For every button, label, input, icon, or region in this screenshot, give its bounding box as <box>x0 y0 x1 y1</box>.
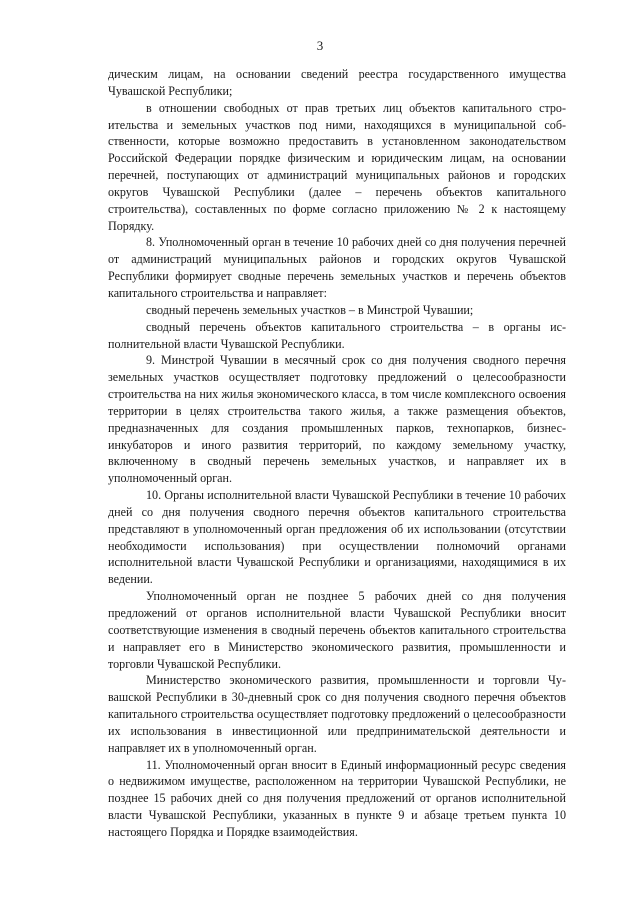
paragraph: в отношении свободных от прав третьих лиц объектов капитального строительства и земельных участков под ними, находящихся в муниципальной собственности, которые возможно предоставить в установленном законодательством Российской Федерации порядке физическим и юридическим лицам, на основании перечней, поступающих от администраций муниципальных районов и городских округов Чувашской Республики (далее – перечень объектов капитального строительства), составленных по форме согласно приложению № 2 к настоящему Порядку. <box>108 100 566 233</box>
paragraph: Уполномоченный орган не позднее 5 рабочих дней со дня получения предложений от органов исполнительной власти Чувашской Республики вносит соответствующие изменения в сводный перечень объектов капитального строительства и направляет его в Министерство экономического развития, промышленности и торговли Чувашской Республики. <box>108 589 566 671</box>
paragraph: Министерство экономического развития, промышленности и торговли Чувашской Республики в 30-дневный срок со дня получения сводного перечня объектов капитального строительства осуществляет подготовку предложений о целесообразности их использования в инвестиционной или предпринимательской деятельности и направляет их в уполномоченный орган. <box>108 673 566 755</box>
document-body <box>108 66 566 841</box>
paragraph: 9. Минстрой Чувашии в месячный срок со дня получения сводного перечня земельных участков осуществляет подготовку предложений о целесообразности строительства на них жилья экономического класса, в том числе комплексного освоения территории в целях строительства такого жилья, а также размещения объектов, предназначенных для создания промышленных парков, технопарков, бизнес-инкубаторов и иного развития территорий, по каждому земельному участку, включенному в сводный перечень земельных участков, и направляет их в уполномоченный орган. <box>108 353 566 486</box>
page-number: 3 <box>316 38 324 53</box>
paragraph: дическим лицам, на основании сведений реестра государственного имущества Чувашской Республики; <box>108 67 566 98</box>
paragraph: 8. Уполномоченный орган в течение 10 рабочих дней со дня получения перечней от администраций муниципальных районов и городских округов Чувашской Республики формирует сводные перечень земельных участков и перечень объектов капитального строительства и направляет: <box>108 235 566 300</box>
paragraph: сводный перечень объектов капитального строительства – в органы исполнительной власти Чувашской Республики. <box>108 319 566 351</box>
paragraph: сводный перечень земельных участков – в Минстрой Чувашии; <box>146 302 474 317</box>
paragraph: 10. Органы исполнительной власти Чувашской Республики в течение 10 рабочих дней со дня получения сводного перечня объектов капитального строительства представляют в уполномоченный орган предложения об их использовании (отсутствии необходимости использования) при осуществлении полномочий органами исполнительной власти Чувашской Республики и организациями, находящимися в их ведении. <box>108 488 566 587</box>
paragraph: 11. Уполномоченный орган вносит в Единый информационный ресурс сведения о недвижимом имуществе, расположенном на территории Чувашской Республики, не позднее 15 рабочих дней со дня получения предложений от органов исполнительной власти Чувашской Республики, указанных в пункте 9 и абзаце третьем пункта 10 настоящего Порядка и Порядке взаимодействия. <box>108 757 566 839</box>
